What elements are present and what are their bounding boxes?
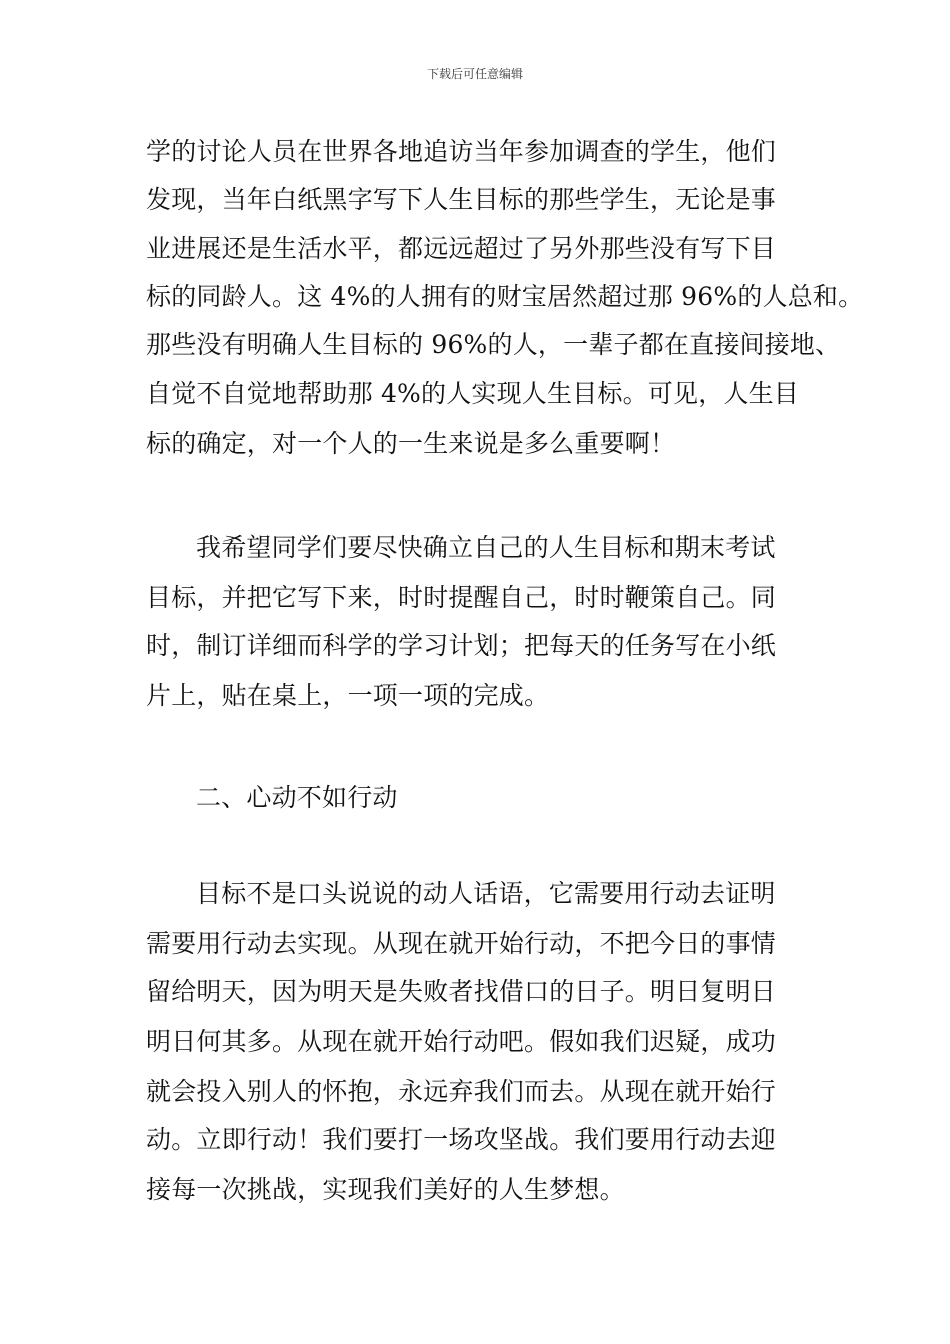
paragraph-2-line-2: 目标，并把它写下来，时时提醒自己，时时鞭策自己。同	[146, 583, 777, 612]
paragraph-3-line-1: 目标不是口头说说的动人话语，它需要用行动去证明	[196, 879, 776, 908]
page-header: 下载后可任意编辑	[426, 67, 523, 81]
paragraph-3-line-3: 留给明天，因为明天是失败者找借口的日子。明日复明日	[146, 977, 777, 1006]
paragraph-1-line-6: 自觉不自觉地帮助那 4%的人实现人生目标。可见，人生目	[146, 379, 800, 408]
paragraph-3-line-4: 明日何其多。从现在就开始行动吧。假如我们迟疑，成功	[146, 1027, 777, 1056]
paragraph-1-line-1: 学的讨论人员在世界各地追访当年参加调查的学生，他们	[146, 137, 777, 166]
paragraph-3-line-6: 动。立即行动！我们要打一场攻坚战。我们要用行动去迎	[146, 1125, 777, 1154]
paragraph-1-line-3: 业进展还是生活水平，都远远超过了另外那些没有写下目	[146, 234, 777, 263]
paragraph-2-line-4: 片上，贴在桌上，一项一项的完成。	[146, 681, 550, 710]
paragraph-2-line-3: 时，制订详细而科学的学习计划；把每天的任务写在小纸	[146, 631, 777, 660]
paragraph-3-line-2: 需要用行动去实现。从现在就开始行动，不把今日的事情	[146, 929, 777, 958]
paragraph-1-line-4: 标的同龄人。这 4%的人拥有的财宝居然超过那 96%的人总和。	[146, 282, 864, 311]
paragraph-3-line-5: 就会投入别人的怀抱，永远弃我们而去。从现在就开始行	[146, 1077, 777, 1106]
paragraph-1-line-7: 标的确定，对一个人的一生来说是多么重要啊！	[146, 429, 676, 458]
paragraph-1-line-5: 那些没有明确人生目标的 96%的人，一辈子都在直接间接地、	[146, 330, 841, 359]
section-heading: 二、心动不如行动	[196, 783, 398, 812]
paragraph-2-line-1: 我希望同学们要尽快确立自己的人生目标和期末考试	[196, 533, 776, 562]
paragraph-3-line-7: 接每一次挑战，实现我们美好的人生梦想。	[146, 1175, 625, 1204]
paragraph-1-line-2: 发现，当年白纸黑字写下人生目标的那些学生，无论是事	[146, 185, 777, 214]
